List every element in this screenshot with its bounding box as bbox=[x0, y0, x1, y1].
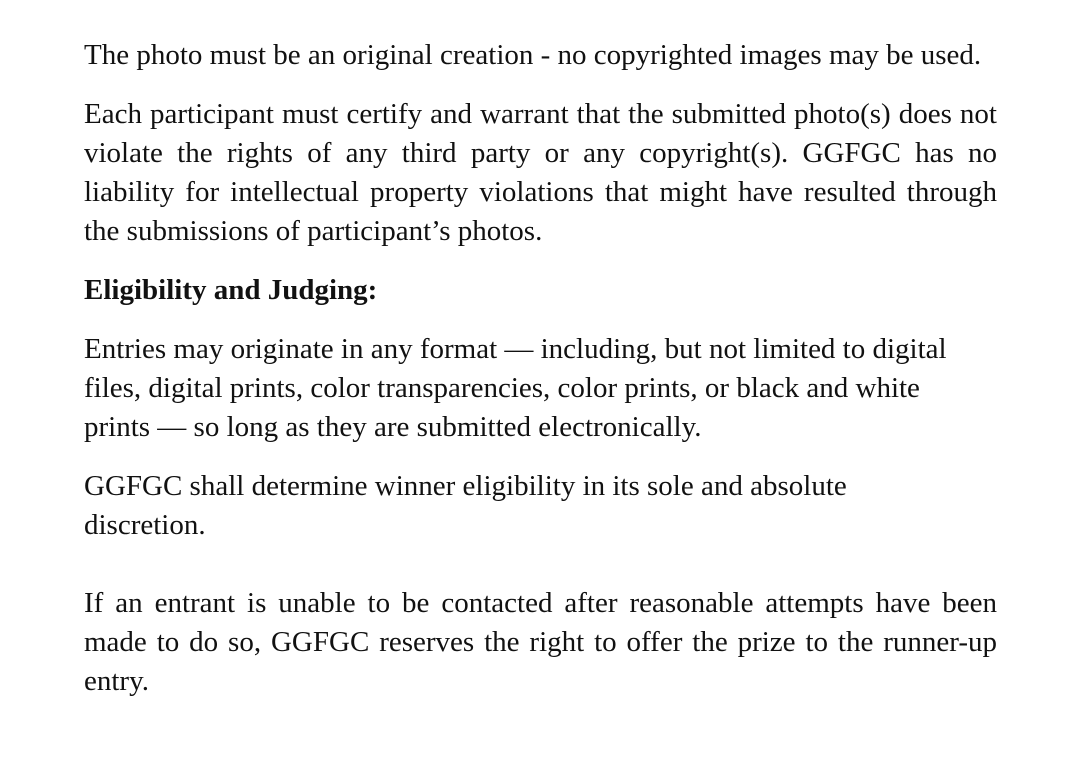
paragraph-entry-formats: Entries may originate in any format — including, but not limited to digital files, digital prints, color transparencies, color prints, or black and white prints — so long as they are submitted electronically. bbox=[84, 333, 947, 443]
paragraph-certify-warrant: Each participant must certify and warrant that the submitted photo(s) does not violate the rights of any third party or any copyright(s). GGFGC has no liability for intellectual property violations that might have resulted through the submissions of participant’s photos. bbox=[84, 98, 997, 247]
document-page bbox=[84, 36, 997, 701]
paragraph-winner-eligibility: GGFGC shall determine winner eligibility in its sole and absolute discretion. bbox=[84, 470, 847, 541]
paragraph-runner-up: If an entrant is unable to be contacted after reasonable attempts have been made to do so, GGFGC reserves the right to offer the prize to the runner-up entry. bbox=[84, 587, 997, 697]
section-heading-eligibility-judging: Eligibility and Judging: bbox=[84, 274, 378, 306]
paragraph-original-creation: The photo must be an original creation - no copyrighted images may be used. bbox=[84, 39, 982, 71]
